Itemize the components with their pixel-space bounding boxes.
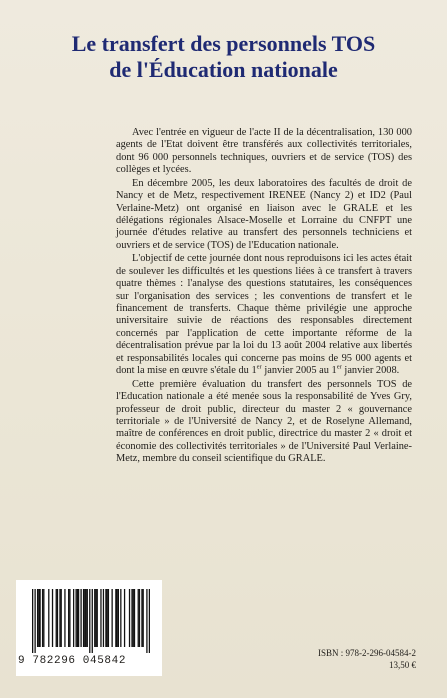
- blurb: [116, 127, 412, 467]
- barcode-bar: [52, 589, 53, 647]
- barcode-bar: [84, 589, 85, 647]
- barcode-bar: [48, 589, 49, 647]
- blurb-paragraph-2: En décembre 2005, les deux laboratoires des facultés de droit de Nancy et de Metz, respectivement IRENEE (Nancy 2) et ID2 (Paul Verlaine-Metz) ont organisé en liaison avec le GRALE et les délégations régionales Alsace-Moselle et Lorraine du CNFPT une journée d'études relative au transfert des personnels techniciens et ouvriers et de service (TOS) de l'Education nationale.: [116, 177, 412, 251]
- barcode-bar: [83, 589, 84, 647]
- barcode-bar: [32, 589, 33, 653]
- barcode-bar: [138, 589, 139, 647]
- barcode-bar: [133, 589, 134, 647]
- blurb-paragraph-3-text-b: janvier 2005 au 1: [261, 365, 337, 377]
- barcode-bar: [89, 589, 90, 653]
- barcode-bar: [34, 589, 35, 653]
- barcode-bar: [105, 589, 106, 647]
- barcode-bar: [56, 589, 57, 647]
- barcode-bar: [87, 589, 88, 647]
- barcode-bar: [120, 589, 121, 647]
- barcode-bar: [100, 589, 101, 647]
- barcode-bar: [80, 589, 81, 647]
- barcode-bar: [75, 589, 76, 647]
- barcode-bar: [95, 589, 96, 647]
- blurb-paragraph-3: [116, 253, 412, 377]
- book-title-line-1: Le transfert des personnels TOS: [71, 31, 376, 56]
- barcode-bar: [103, 589, 104, 647]
- barcode-bar: [141, 589, 142, 647]
- barcode-bar: [97, 589, 98, 647]
- book-title-line-2: de l'Éducation nationale: [109, 57, 338, 82]
- barcode-bar: [38, 589, 39, 647]
- isbn: ISBN : 978-2-296-04584-2: [318, 648, 416, 658]
- barcode-bar: [77, 589, 78, 647]
- barcode-bar: [85, 589, 86, 647]
- blurb-paragraph-4: Cette première évaluation du transfert des personnels TOS de l'Education nationale a été menée sous la responsabilité de Yves Gry, professeur de droit public, directeur du master 2 « gouvernance territoriale » de l'Université de Nancy 2, et de Roselyne Allemand, maître de conférences en droit public, directrice du master 2 « droit et économie des collectivités territoriales » de l'Université Paul Verlaine-Metz, membre du conseil scientifique du GRALE.: [116, 378, 412, 465]
- ordinal-suffix-2: er: [336, 363, 342, 371]
- barcode-bar: [37, 589, 38, 647]
- barcode-bar: [59, 589, 60, 647]
- barcode-bar: [64, 589, 65, 647]
- barcode-bar: [69, 589, 70, 647]
- ordinal-suffix-1: er: [256, 363, 262, 371]
- blurb-paragraph-3-text-c: janvier 2008.: [341, 365, 400, 377]
- book-title: [20, 31, 427, 83]
- price: 13,50 €: [389, 660, 416, 670]
- barcode-digits: 9 782296 045842: [18, 655, 127, 667]
- barcode: [16, 580, 162, 676]
- barcode-bar: [92, 589, 93, 653]
- barcode-bar: [43, 589, 44, 647]
- barcode-bar: [129, 589, 130, 647]
- barcode-bar: [57, 589, 58, 647]
- barcode-bar: [42, 589, 43, 647]
- barcode-bar: [134, 589, 135, 647]
- barcode-bar: [124, 589, 125, 647]
- blurb-paragraph-1: Avec l'entrée en vigueur de l'acte II de la décentralisation, 130 000 agents de l'Etat doivent être transférés aux collectivités territoriales, dont 96 000 personnels techniques, ouvriers et de service (TOS) des collèges et lycées.: [116, 127, 412, 176]
- barcode-bar: [139, 589, 140, 647]
- barcode-bar: [115, 589, 116, 647]
- barcode-bar: [94, 589, 95, 647]
- barcode-bar: [131, 589, 132, 647]
- barcode-bar: [61, 589, 62, 647]
- barcode-bar: [116, 589, 117, 647]
- barcode-bar: [78, 589, 79, 647]
- blurb-paragraph-3-text-a: L'objectif de cette journée dont nous reproduisons ici les actes était de soulever les difficultés et les questions liées à ce transfert à travers quatre thèmes : l'analyse des questions statutaires, les conséquences sur l'organisation des services ; les conventions de transfert et le financement de transferts. Chaque thème privilégie une approche universitaire suivie de réactions des responsables directement concernés par l'application de cette importante réforme de la décentralisation prévue par la loi du 13 août 2004 relative aux libertés et responsabilités locales qui concerne pas moins de 95 000 agents et dont la mise en œuvre s'étale du 1: [116, 253, 412, 377]
- barcode-bar: [118, 589, 119, 647]
- barcode-bar: [39, 589, 40, 647]
- barcode-bar: [68, 589, 69, 647]
- barcode-icon: [32, 589, 150, 653]
- barcode-bar: [111, 589, 112, 647]
- barcode-bar: [146, 589, 147, 653]
- barcode-bar: [143, 589, 144, 647]
- barcode-bar: [73, 589, 74, 647]
- barcode-bar: [149, 589, 150, 653]
- barcode-bar: [108, 589, 109, 647]
- barcode-bar: [107, 589, 108, 647]
